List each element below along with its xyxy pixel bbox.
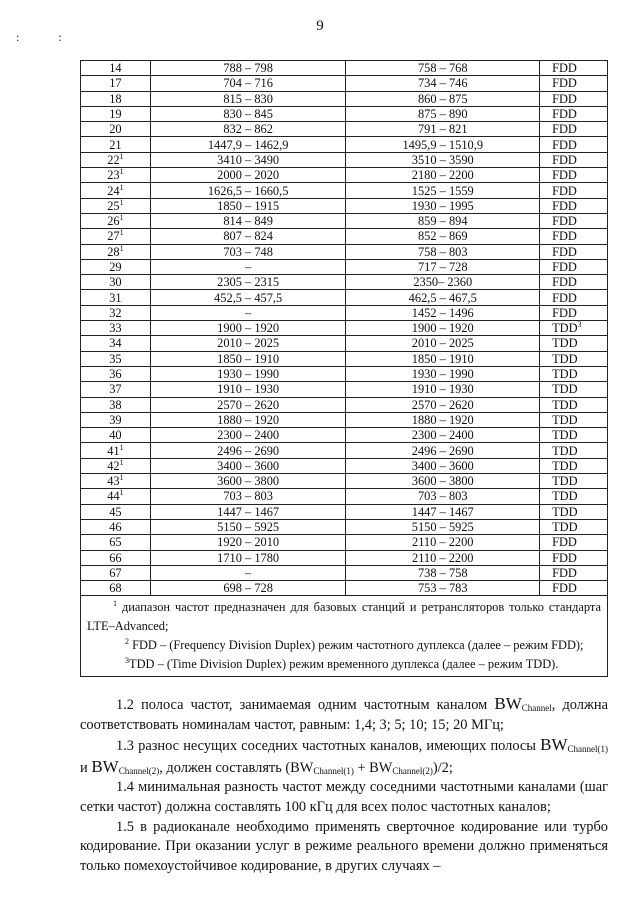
uplink-range: 452,5 – 457,5 bbox=[150, 290, 346, 305]
downlink-range: 1525 – 1559 bbox=[346, 183, 540, 198]
band-number: 14 bbox=[81, 61, 151, 76]
band-number: $23^1$ bbox=[81, 168, 151, 183]
band-number: 46 bbox=[81, 519, 151, 534]
downlink-range: 2570 – 2620 bbox=[346, 397, 540, 412]
band-number: $28^1$ bbox=[81, 244, 151, 259]
uplink-range: – bbox=[150, 259, 346, 274]
duplex-mode: FDD bbox=[540, 168, 608, 183]
duplex-mode: FDD bbox=[540, 550, 608, 565]
duplex-mode: FDD bbox=[540, 213, 608, 228]
duplex-mode: TDD bbox=[540, 443, 608, 458]
downlink-range: 1900 – 1920 bbox=[346, 321, 540, 336]
band-number: 39 bbox=[81, 412, 151, 427]
band-number: 68 bbox=[81, 581, 151, 596]
downlink-range: 2010 – 2025 bbox=[346, 336, 540, 351]
duplex-mode: FDD bbox=[540, 290, 608, 305]
uplink-range: 703 – 748 bbox=[150, 244, 346, 259]
downlink-range: 791 – 821 bbox=[346, 122, 540, 137]
downlink-range: 703 – 803 bbox=[346, 489, 540, 504]
note-2: $^2$ FDD – (Frequency Division Duplex) режим частотного дуплекса (далее – режим FDD); bbox=[125, 637, 584, 653]
duplex-mode: TDD bbox=[540, 336, 608, 351]
downlink-range: 1930 – 1995 bbox=[346, 198, 540, 213]
band-number: 34 bbox=[81, 336, 151, 351]
band-number: 31 bbox=[81, 290, 151, 305]
corner-marks: : : bbox=[16, 30, 80, 44]
band-number: $26^1$ bbox=[81, 213, 151, 228]
table-row bbox=[81, 397, 608, 412]
duplex-mode: TDD bbox=[540, 458, 608, 473]
frequency-bands-table bbox=[80, 60, 608, 677]
table-row bbox=[81, 504, 608, 519]
uplink-range: 1447 – 1467 bbox=[150, 504, 346, 519]
band-number: 17 bbox=[81, 76, 151, 91]
table-row bbox=[81, 565, 608, 580]
downlink-range: 462,5 – 467,5 bbox=[346, 290, 540, 305]
uplink-range: 832 – 862 bbox=[150, 122, 346, 137]
body-text bbox=[80, 694, 608, 876]
uplink-range: 1626,5 – 1660,5 bbox=[150, 183, 346, 198]
downlink-range: 860 – 875 bbox=[346, 91, 540, 106]
duplex-mode: FDD bbox=[540, 183, 608, 198]
table-row bbox=[81, 290, 608, 305]
table-row bbox=[81, 122, 608, 137]
paragraph-1-3: 1.3 разнос несущих соседних частотных каналов, имеющих полосы $BW_{Channel(1)}$ и $BW_{Channel(2)}$, должен составлять $(BW_{Channel(1)} + BW_{Channel(2)})/2$; bbox=[80, 735, 608, 776]
uplink-range: 698 – 728 bbox=[150, 581, 346, 596]
downlink-range: 2110 – 2200 bbox=[346, 535, 540, 550]
uplink-range: 5150 – 5925 bbox=[150, 519, 346, 534]
table-row bbox=[81, 519, 608, 534]
table-row bbox=[81, 305, 608, 320]
band-number: 45 bbox=[81, 504, 151, 519]
duplex-mode: FDD bbox=[540, 565, 608, 580]
table-row bbox=[81, 535, 608, 550]
downlink-range: 1910 – 1930 bbox=[346, 382, 540, 397]
band-number: $41^1$ bbox=[81, 443, 151, 458]
uplink-range: 788 – 798 bbox=[150, 61, 346, 76]
band-number: $44^1$ bbox=[81, 489, 151, 504]
downlink-range: 3400 – 3600 bbox=[346, 458, 540, 473]
table-row bbox=[81, 259, 608, 274]
band-number: 65 bbox=[81, 535, 151, 550]
table-row bbox=[81, 183, 608, 198]
duplex-mode: FDD bbox=[540, 229, 608, 244]
duplex-mode: TDD bbox=[540, 382, 608, 397]
duplex-mode: FDD bbox=[540, 122, 608, 137]
band-number: 37 bbox=[81, 382, 151, 397]
downlink-range: 2300 – 2400 bbox=[346, 428, 540, 443]
duplex-mode: FDD bbox=[540, 76, 608, 91]
downlink-range: 2180 – 2200 bbox=[346, 168, 540, 183]
downlink-range: 3510 – 3590 bbox=[346, 152, 540, 167]
uplink-range: 1920 – 2010 bbox=[150, 535, 346, 550]
duplex-mode: FDD bbox=[540, 152, 608, 167]
duplex-mode: TDD bbox=[540, 474, 608, 489]
uplink-range: 3400 – 3600 bbox=[150, 458, 346, 473]
band-number: 40 bbox=[81, 428, 151, 443]
table-row bbox=[81, 76, 608, 91]
band-number: 29 bbox=[81, 259, 151, 274]
duplex-mode: FDD bbox=[540, 106, 608, 121]
uplink-range: 3410 – 3490 bbox=[150, 152, 346, 167]
table-row bbox=[81, 428, 608, 443]
table-row bbox=[81, 458, 608, 473]
table-row bbox=[81, 366, 608, 381]
duplex-mode: FDD bbox=[540, 275, 608, 290]
uplink-range: – bbox=[150, 305, 346, 320]
band-number: 66 bbox=[81, 550, 151, 565]
table-row bbox=[81, 137, 608, 152]
duplex-mode: TDD$^3$ bbox=[540, 321, 608, 336]
band-number: $27^1$ bbox=[81, 229, 151, 244]
band-number: $25^1$ bbox=[81, 198, 151, 213]
downlink-range: 2350– 2360 bbox=[346, 275, 540, 290]
uplink-range: 2000 – 2020 bbox=[150, 168, 346, 183]
downlink-range: 5150 – 5925 bbox=[346, 519, 540, 534]
duplex-mode: TDD bbox=[540, 428, 608, 443]
duplex-mode: FDD bbox=[540, 305, 608, 320]
table-row bbox=[81, 275, 608, 290]
downlink-range: 2496 – 2690 bbox=[346, 443, 540, 458]
table-row bbox=[81, 382, 608, 397]
duplex-mode: FDD bbox=[540, 137, 608, 152]
note-1: $^1$ диапазон частот предназначен для базовых станций и ретрансляторов только стандарта LTE–Advanced; bbox=[87, 599, 601, 634]
band-number: $22^1$ bbox=[81, 152, 151, 167]
downlink-range: 753 – 783 bbox=[346, 581, 540, 596]
uplink-range: 2300 – 2400 bbox=[150, 428, 346, 443]
downlink-range: 758 – 768 bbox=[346, 61, 540, 76]
uplink-range: 2570 – 2620 bbox=[150, 397, 346, 412]
downlink-range: 875 – 890 bbox=[346, 106, 540, 121]
table-row bbox=[81, 152, 608, 167]
uplink-range: – bbox=[150, 565, 346, 580]
table-row bbox=[81, 336, 608, 351]
table-row bbox=[81, 91, 608, 106]
band-number: 33 bbox=[81, 321, 151, 336]
uplink-range: 2010 – 2025 bbox=[150, 336, 346, 351]
duplex-mode: TDD bbox=[540, 351, 608, 366]
uplink-range: 1447,9 – 1462,9 bbox=[150, 137, 346, 152]
uplink-range: 1850 – 1915 bbox=[150, 198, 346, 213]
uplink-range: 703 – 803 bbox=[150, 489, 346, 504]
uplink-range: 704 – 716 bbox=[150, 76, 346, 91]
downlink-range: 1850 – 1910 bbox=[346, 351, 540, 366]
uplink-range: 1710 – 1780 bbox=[150, 550, 346, 565]
table-row bbox=[81, 244, 608, 259]
uplink-range: 1900 – 1920 bbox=[150, 321, 346, 336]
table-row bbox=[81, 443, 608, 458]
table-row bbox=[81, 106, 608, 121]
duplex-mode: TDD bbox=[540, 397, 608, 412]
duplex-mode: FDD bbox=[540, 259, 608, 274]
downlink-range: 1452 – 1496 bbox=[346, 305, 540, 320]
paragraph-1-5: 1.5 в радиоканале необходимо применять сверточное кодирование или турбо кодирование. При оказании услуг в режиме реального времени должно применяться только помехоустойчивое кодирование, в других случаях – bbox=[80, 818, 608, 874]
duplex-mode: FDD bbox=[540, 198, 608, 213]
band-number: 21 bbox=[81, 137, 151, 152]
band-number: 67 bbox=[81, 565, 151, 580]
table-row bbox=[81, 351, 608, 366]
duplex-mode: FDD bbox=[540, 91, 608, 106]
uplink-range: 1910 – 1930 bbox=[150, 382, 346, 397]
duplex-mode: FDD bbox=[540, 535, 608, 550]
uplink-range: 807 – 824 bbox=[150, 229, 346, 244]
table-row bbox=[81, 581, 608, 596]
downlink-range: 1495,9 – 1510,9 bbox=[346, 137, 540, 152]
band-number: $43^1$ bbox=[81, 474, 151, 489]
table-row bbox=[81, 474, 608, 489]
downlink-range: 859 – 894 bbox=[346, 213, 540, 228]
band-number: 36 bbox=[81, 366, 151, 381]
band-number: 20 bbox=[81, 122, 151, 137]
uplink-range: 1930 – 1990 bbox=[150, 366, 346, 381]
band-number: 30 bbox=[81, 275, 151, 290]
table-row bbox=[81, 321, 608, 336]
uplink-range: 815 – 830 bbox=[150, 91, 346, 106]
paragraph-1-2: 1.2 полоса частот, занимаемая одним частотным каналом $BW_{Channel}$, должна соответствовать номиналам частот, равным: 1,4; 3; 5; 10; 15; 20 МГц; bbox=[80, 694, 608, 733]
uplink-range: 2305 – 2315 bbox=[150, 275, 346, 290]
downlink-range: 1447 – 1467 bbox=[346, 504, 540, 519]
page-number: 9 bbox=[316, 18, 324, 34]
uplink-range: 2496 – 2690 bbox=[150, 443, 346, 458]
uplink-range: 1880 – 1920 bbox=[150, 412, 346, 427]
band-number: 19 bbox=[81, 106, 151, 121]
band-number: 32 bbox=[81, 305, 151, 320]
uplink-range: 1850 – 1910 bbox=[150, 351, 346, 366]
notes-row bbox=[81, 596, 608, 677]
downlink-range: 1880 – 1920 bbox=[346, 412, 540, 427]
uplink-range: 3600 – 3800 bbox=[150, 474, 346, 489]
duplex-mode: TDD bbox=[540, 489, 608, 504]
duplex-mode: TDD bbox=[540, 412, 608, 427]
duplex-mode: TDD bbox=[540, 519, 608, 534]
duplex-mode: TDD bbox=[540, 504, 608, 519]
band-number: $42^1$ bbox=[81, 458, 151, 473]
duplex-mode: FDD bbox=[540, 61, 608, 76]
downlink-range: 2110 – 2200 bbox=[346, 550, 540, 565]
uplink-range: 830 – 845 bbox=[150, 106, 346, 121]
downlink-range: 738 – 758 bbox=[346, 565, 540, 580]
paragraph-1-4: 1.4 минимальная разность частот между соседними частотными каналами (шаг сетки частот) должна составлять 100 кГц для всех полос частотных каналов; bbox=[80, 779, 608, 815]
duplex-mode: FDD bbox=[540, 244, 608, 259]
downlink-range: 1930 – 1990 bbox=[346, 366, 540, 381]
downlink-range: 734 – 746 bbox=[346, 76, 540, 91]
duplex-mode: TDD bbox=[540, 366, 608, 381]
table-row bbox=[81, 550, 608, 565]
table-row bbox=[81, 198, 608, 213]
note-3: $^3$TDD – (Time Division Duplex) режим временного дуплекса (далее – режим TDD). bbox=[125, 656, 559, 672]
table-row bbox=[81, 489, 608, 504]
downlink-range: 3600 – 3800 bbox=[346, 474, 540, 489]
table-notes bbox=[81, 596, 608, 677]
table-row bbox=[81, 229, 608, 244]
table-row bbox=[81, 61, 608, 76]
band-number: $24^1$ bbox=[81, 183, 151, 198]
band-number: 18 bbox=[81, 91, 151, 106]
duplex-mode: FDD bbox=[540, 581, 608, 596]
table-row bbox=[81, 213, 608, 228]
band-number: 35 bbox=[81, 351, 151, 366]
downlink-range: 852 – 869 bbox=[346, 229, 540, 244]
downlink-range: 758 – 803 bbox=[346, 244, 540, 259]
downlink-range: 717 – 728 bbox=[346, 259, 540, 274]
band-number: 38 bbox=[81, 397, 151, 412]
table-row bbox=[81, 168, 608, 183]
uplink-range: 814 – 849 bbox=[150, 213, 346, 228]
table-row bbox=[81, 412, 608, 427]
